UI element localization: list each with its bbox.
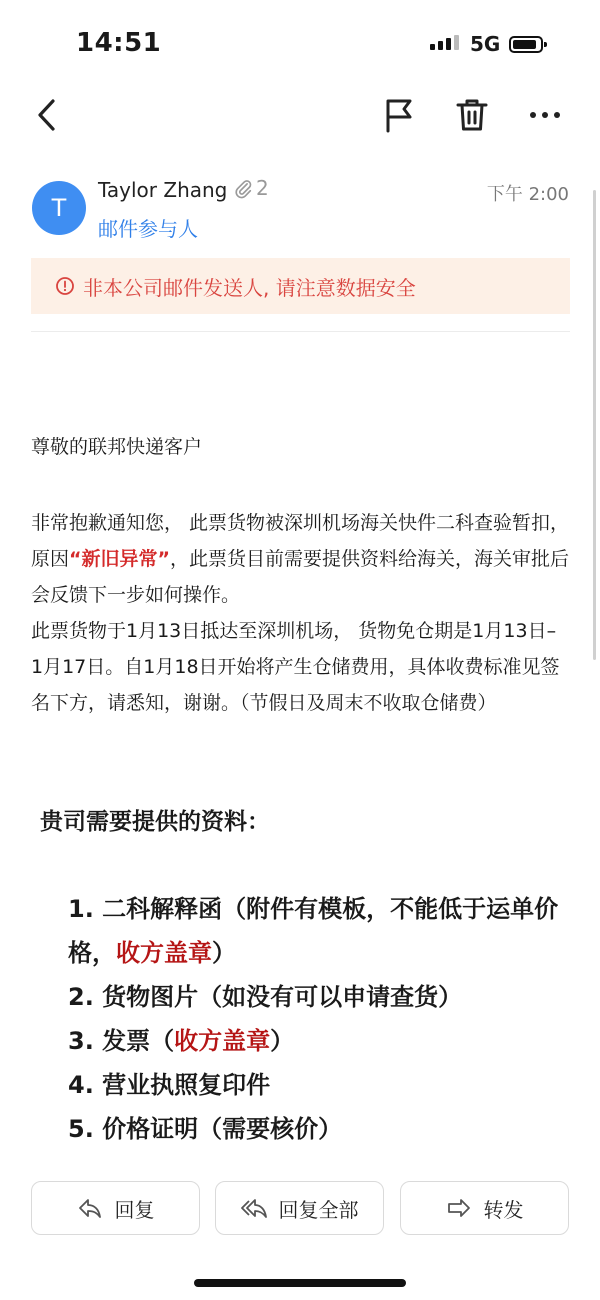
- list-item: [68, 975, 578, 1019]
- email-paragraph-2: 此票货物于1月13日抵达至深圳机场， 货物免仓期是1月13日– 1月17日。自1月18日开始将产生仓储费用，具体收费标准见签名下方，请悉知，谢谢。（节假日及周末不收取仓储费）: [31, 620, 560, 714]
- attachment-indicator[interactable]: [232, 176, 269, 200]
- forward-label: 转发: [483, 1197, 524, 1222]
- trash-icon: [452, 95, 492, 135]
- delete-button[interactable]: [452, 95, 492, 135]
- list-item-text: 4. 营业执照复印件: [68, 1071, 271, 1099]
- back-button[interactable]: [28, 95, 68, 135]
- list-item: [68, 1063, 578, 1107]
- battery-icon: [509, 36, 543, 53]
- paragraph-1-highlight: “新旧异常”: [69, 548, 170, 570]
- sender-name[interactable]: Taylor Zhang: [98, 178, 228, 202]
- list-item: [68, 887, 578, 975]
- home-indicator[interactable]: [194, 1279, 406, 1287]
- participants-link[interactable]: 邮件参与人: [98, 217, 198, 241]
- flag-button[interactable]: [380, 95, 420, 135]
- list-item-text: 2. 货物图片（如没有可以申请查货）: [68, 983, 463, 1011]
- email-time: 下午 2:00: [486, 184, 569, 205]
- list-item-highlight: 收方盖章: [174, 1027, 271, 1055]
- reply-button[interactable]: [31, 1181, 200, 1235]
- forward-icon: [446, 1197, 472, 1219]
- list-item-text: 1. 二科解释函（附件有模板，不能低于运单价格，: [68, 895, 559, 967]
- reply-all-label: 回复全部: [278, 1197, 359, 1222]
- list-item-text: 3. 发票（: [68, 1027, 175, 1055]
- reply-icon: [77, 1197, 103, 1219]
- security-warning-banner: [31, 258, 570, 314]
- list-item: [68, 1107, 578, 1151]
- reply-all-button[interactable]: [215, 1181, 384, 1235]
- chevron-left-icon: [28, 95, 68, 135]
- forward-button[interactable]: [400, 1181, 569, 1235]
- email-greeting: 尊敬的联邦快递客户: [31, 436, 203, 458]
- paperclip-icon: [232, 177, 254, 199]
- signal-icon: [430, 35, 459, 50]
- attachment-count: 2: [256, 176, 269, 200]
- network-label: 5G: [470, 32, 501, 56]
- requirements-list: [68, 887, 578, 1151]
- list-item-suffix: ）: [212, 939, 236, 967]
- reply-label: 回复: [114, 1197, 155, 1222]
- warning-text: 非本公司邮件发送人, 请注意数据安全: [83, 275, 416, 300]
- more-button[interactable]: [525, 95, 565, 135]
- paragraph-1-text-b: ，此票货目前需要提供资料给海关，海关审批后会反馈下一步如何操作。: [31, 548, 570, 606]
- status-time: 14:51: [76, 28, 162, 58]
- list-item-highlight: 收方盖章: [116, 939, 212, 967]
- flag-icon: [380, 95, 420, 135]
- scrollbar[interactable]: [593, 190, 596, 660]
- alert-circle-icon: [55, 276, 75, 296]
- list-item-suffix: ）: [270, 1027, 295, 1055]
- more-icon: [525, 95, 565, 135]
- section-title: 贵司需要提供的资料：: [40, 809, 270, 835]
- avatar[interactable]: T: [32, 181, 86, 235]
- email-paragraph-1: [31, 505, 573, 613]
- list-item: [68, 1019, 578, 1063]
- list-item-text: 5. 价格证明（需要核价）: [68, 1115, 343, 1143]
- paragraph-1-text-a: 非常抱歉通知您， 此票货物被深圳机场海关快件二科查验暂扣， 原因: [31, 512, 570, 570]
- reply-all-icon: [241, 1197, 267, 1219]
- header-divider: [31, 331, 570, 332]
